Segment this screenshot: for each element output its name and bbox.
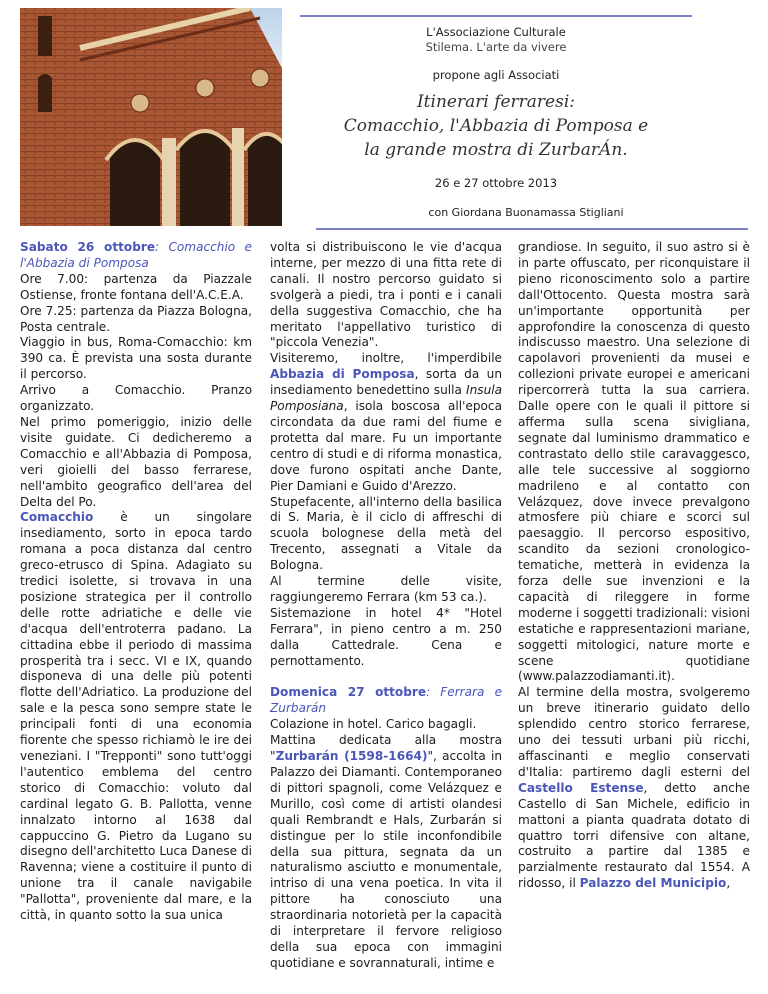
column-1 bbox=[20, 240, 252, 924]
day1-departure-2: Ore 7.25: partenza da Piazza Bologna, Posta centrale. bbox=[20, 303, 252, 334]
day2-subtitle: Ferrara e Zurbarán bbox=[270, 685, 503, 716]
day1-heading: Sabato 26 ottobre: Comacchio e l'Abbazia di Pomposa bbox=[20, 240, 252, 270]
day2-heading: Domenica 27 ottobre: Ferrara e Zurbarán bbox=[270, 685, 503, 716]
column-3 bbox=[518, 240, 750, 892]
title-line-3: la grande mostra di ZurbarÁn. bbox=[364, 140, 628, 160]
header bbox=[300, 0, 748, 232]
day1-departure-1: Ore 7.00: partenza da Piazzale Ostiense, fronte fontana dell'A.C.E.A. bbox=[20, 271, 252, 302]
organization-name: L'Associazione Culturale bbox=[426, 25, 566, 39]
day1-afternoon: Nel primo pomeriggio, inizio delle visite guidate. Ci dedicheremo a Comacchio e all'Abbazia di Pomposa, veri gioielli del basso ferrarese, nell'ambito geografico dell'area del Delta del Po. bbox=[20, 414, 252, 509]
castello-description: , detto anche Castello di San Michele, edificio in mattoni a pianta quadrata dotato di quattro torri difensive con altane, costruito a partire dal 1385 e parzialmente restaurato dal 1554. A ridosso, il bbox=[518, 780, 750, 891]
title-line-1: Itinerari ferraresi: bbox=[416, 92, 576, 112]
day1-bus-trip: Viaggio in bus, Roma-Comacchio: km 390 ca. È prevista una sosta durante il percorso. bbox=[20, 335, 252, 382]
exhibition-intro: Mattina dedicata alla mostra " bbox=[270, 733, 502, 764]
event-guide: con Giordana Buonamassa Stigliani bbox=[428, 206, 624, 219]
day2-label: Domenica 27 ottobre bbox=[270, 685, 427, 700]
header-rule-bottom bbox=[316, 228, 748, 230]
exhibition-description: ", accolta in Palazzo dei Diamanti. Contemporaneo di pittori spagnoli, come Velázquez e Murillo, così come di artisti olandesi quali Rembrandt e Hals, Zurbarán si distingue per lo stile inconfondibile della sua pittura, segnata da un naturalismo asciutto e monumentale, intriso di una vena poetica. In vita il pittore ha conosciuto una straordinaria notorietà per la capacità di interpretare il fervore religioso della sua epoca con immagini quotidiane e sovrannaturali, intime e bbox=[270, 749, 502, 970]
header-rule-top bbox=[300, 15, 692, 17]
castello-estense-highlight: Castello Estense bbox=[518, 780, 644, 795]
event-title bbox=[300, 90, 692, 162]
pomposa-end: , isola boscosa all'epoca circondata da due rami del fiume e protetta dal mare. Fu un importante centro di studi e di riforma monastica, dove furono ospitati anche Dante, Pier Damiani e Guido d'Arezzo. bbox=[270, 399, 502, 493]
day1-to-ferrara: Al termine delle visite, raggiungeremo Ferrara (km 53 ca.). bbox=[270, 574, 502, 604]
day1-comacchio-text bbox=[20, 510, 252, 924]
comacchio-description: è un singolare insediamento, sorto in epoca tardo romana a poca distanza dal centro greco-etrusco di Spina. Adagiato su tredici isolette, si trovava in una posizione strategica per il controllo delle rotte adriatiche e delle vie d'acqua dell'entroterra padano. La cittadina ebbe il periodo di massima prosperità tra i secc. VI e IX, quando disponeva di una delle più potenti flotte dell'Adriatico. La produzione del sale e la pesca sono sempre state le principali fonti di una economia fiorente che spesso richiamò le ire dei veneziani. I "Trepponti" sono tutt'oggi l'autentico emblema del centro storico di Comacchio: voluto dal cardinal legato G. B. Pallotta, venne innalzato intorno al 1638 dal cappuccino G. Pietro da Lugano su disegno dell'architetto Luca Danese di Ravenna; viene a costituire il punto di unione tra il canale navigabile "Pallotta", proveniente dal mare, e la città, in quanto sotto la sua unica bbox=[20, 510, 252, 923]
day1-label: Sabato 26 ottobre bbox=[20, 240, 156, 254]
day2-breakfast: Colazione in hotel. Carico bagagli. bbox=[270, 717, 477, 732]
day1-canals: volta si distribuiscono le vie d'acqua interne, per mezzo di una fitta rete di canali. Il nostro percorso guidato si svolgerà a piedi, tra i ponti e i canali della suggestiva Comacchio, che ha meritato l'appellativo turistico di "piccola Venezia". bbox=[270, 240, 502, 350]
event-date: 26 e 27 ottobre 2013 bbox=[434, 176, 558, 190]
abbey-photo bbox=[20, 8, 282, 226]
insula-highlight: Insula Pomposiana bbox=[270, 383, 502, 414]
pomposa-intro: Visiteremo, inoltre, l'imperdibile bbox=[270, 351, 502, 366]
day1-hotel: Sistemazione in hotel 4* "Hotel Ferrara", in pieno centro a m. 250 dalla Cattedrale. Cena e pernottamento. bbox=[270, 605, 502, 668]
itinerary-end: , bbox=[726, 876, 731, 891]
palazzo-municipio-highlight: Palazzo del Municipio bbox=[579, 876, 727, 891]
zurbaran-highlight: Zurbarán (1598-1664) bbox=[275, 749, 428, 764]
title-line-2: Comacchio, l'Abbazia di Pomposa e bbox=[343, 116, 649, 136]
day1-frescoes: Stupefacente, all'interno della basilica di S. Maria, è il ciclo di affreschi di scuola bolognese della metà del Trecento, assegnati a Vitale da Bologna. bbox=[270, 494, 502, 573]
itinerary-intro: Al termine della mostra, svolgeremo un breve itinerario guidato dello splendido centro storico ferrarese, uno dei tessuti urbani più ricchi, affascinanti e meglio conservati d'Italia: partiremo dagli esterni del bbox=[518, 685, 750, 779]
pomposa-middle: , sorta da un insediamento benedettino sulla bbox=[270, 367, 502, 398]
proposal-line: propone agli Associati bbox=[432, 68, 560, 82]
day1-arrival: Arrivo a Comacchio. Pranzo organizzato. bbox=[20, 383, 252, 414]
day1-subtitle: Comacchio e l'Abbazia di Pomposa bbox=[20, 240, 252, 270]
pomposa-highlight: Abbazia di Pomposa bbox=[270, 367, 415, 382]
day1-pomposa-text bbox=[270, 351, 502, 494]
comacchio-highlight: Comacchio bbox=[20, 510, 94, 525]
organization-tagline: Stilema. L'arte da vivere bbox=[425, 40, 567, 54]
exhibition-description-continued: grandiose. In seguito, il suo astro si è in parte offuscato, per riconquistare il pieno riconoscimento solo a partire dall'Ottocento. Questa mostra sarà un'importante opportunità per approfondire la conoscenza di questo indiscusso maestro. Una selezione di capolavori provenienti da musei e collezioni private europei e americani ripercorrerà tutta la sua carriera. Dalle opere con le quali il pittore si afferma sulla scena sivigliana, segnate dal luminismo drammatico e contrastato dello stile caravaggesco, alle tele successive al soggiorno madrileno e al contatto con Velázquez, dove invece prevalgono atmosfere più chiare e scorci sul paesaggio. Il percorso espositivo, scandito da sezioni cronologico-tematiche, metterà in evidenza la forza delle sue invenzioni e la capacità di rileggere in forme moderne i soggetti tradizionali: visioni estatiche e rappresentazioni mariane, soggetti mitologici, nature morte e scene quotidiane (www.palazzodiamanti.it). bbox=[518, 240, 750, 684]
day2-exhibition-text bbox=[270, 733, 502, 972]
column-2 bbox=[270, 240, 502, 972]
day2-itinerary-text bbox=[518, 685, 750, 892]
